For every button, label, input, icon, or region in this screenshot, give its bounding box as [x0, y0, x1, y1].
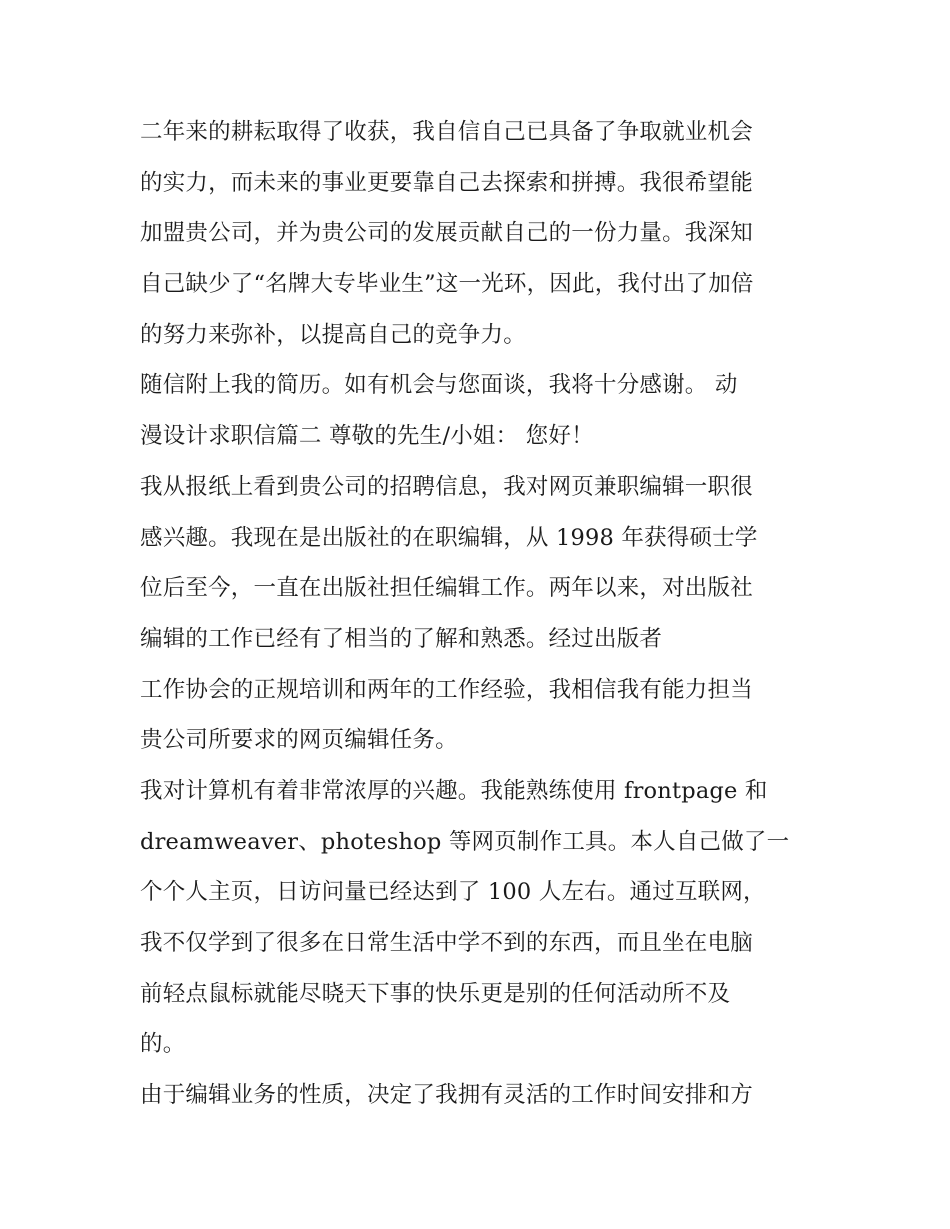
- text-line: 位后至今，一直在出版社担任编辑工作。两年以来，对出版社: [140, 575, 753, 602]
- text-line: 自己缺少了“名牌大专毕业生”这一光环，因此，我付出了加倍: [140, 271, 754, 298]
- text-line: 贵公司所要求的网页编辑任务。: [140, 727, 458, 754]
- text-line: 由于编辑业务的性质，决定了我拥有灵活的工作时间安排和方: [140, 1082, 753, 1109]
- document-body: [140, 107, 830, 1121]
- text-line: 感兴趣。我现在是出版社的在职编辑，从 1998 年获得硕士学: [140, 524, 758, 551]
- text-line: 我对计算机有着非常浓厚的兴趣。我能熟练使用 frontpage 和: [140, 777, 768, 804]
- text-line: 的努力来弥补，以提高自己的竞争力。: [140, 321, 526, 348]
- text-line: dreamweaver、photeshop 等网页制作工具。本人自己做了一: [140, 828, 790, 855]
- text-line: 二年来的耕耘取得了收获，我自信自己已具备了争取就业机会: [140, 119, 753, 145]
- text-line: 工作协会的正规培训和两年的工作经验，我相信我有能力担当: [140, 676, 753, 703]
- text-line: 的。: [140, 1031, 186, 1058]
- text-line: 随信附上我的简历。如有机会与您面谈，我将十分感谢。 动: [140, 372, 738, 399]
- text-line: 加盟贵公司，并为贵公司的发展贡献自己的一份力量。我深知: [140, 220, 753, 247]
- text-line: 我不仅学到了很多在日常生活中学不到的东西，而且坐在电脑: [140, 930, 753, 956]
- text-line: 的实力，而未来的事业更要靠自己去探索和拼搏。我很希望能: [140, 169, 753, 196]
- text-line: 漫设计求职信篇二 尊敬的先生/小姐： 您好！: [140, 423, 594, 450]
- text-line: 编辑的工作已经有了相当的了解和熟悉。经过出版者: [140, 625, 663, 652]
- text-line: 我从报纸上看到贵公司的招聘信息，我对网页兼职编辑一职很: [140, 473, 753, 500]
- text-line: 前轻点鼠标就能尽晓天下事的快乐更是别的任何活动所不及: [140, 980, 731, 1007]
- text-line: 个个人主页，日访问量已经达到了 100 人左右。通过互联网，: [140, 879, 766, 906]
